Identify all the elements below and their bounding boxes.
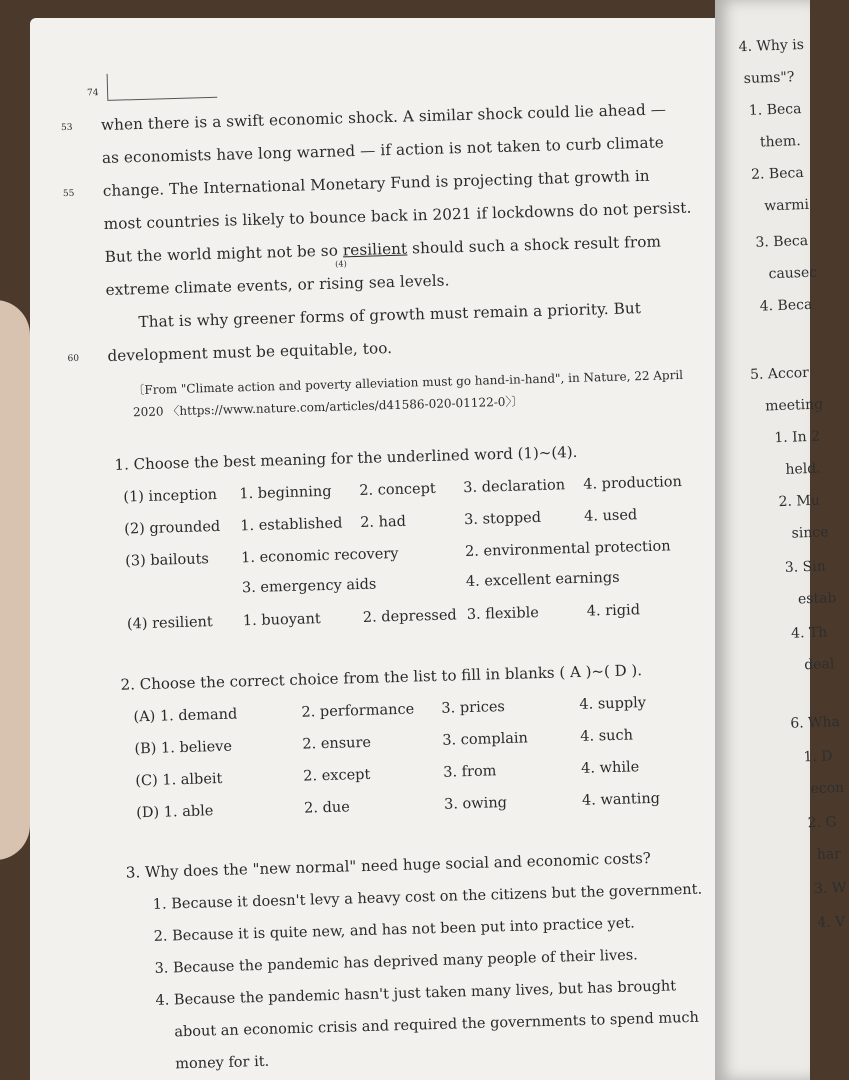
- q1-item-label: (3) bailouts: [124, 551, 210, 570]
- facing-line: 4. Th: [790, 624, 828, 642]
- q1-option: 3. flexible: [466, 605, 540, 624]
- q2-option: 4. supply: [579, 695, 647, 713]
- facing-line: 2. Mu: [778, 492, 820, 511]
- facing-line: them.: [759, 133, 801, 151]
- line-number: 60: [67, 353, 80, 365]
- q2-option: 2. due: [303, 799, 351, 817]
- q3-option-continuation: money for it.: [175, 1053, 270, 1073]
- q2-option: 4. wanting: [581, 790, 661, 809]
- question-3-prompt: 3. Why does the "new normal" need huge social and economic costs?: [125, 848, 652, 882]
- passage-line: most countries is likely to bounce back in 2021 if lockdowns do not persist.: [103, 198, 692, 234]
- q1-option: 1. economic recovery: [240, 545, 399, 567]
- facing-line: deal: [803, 656, 835, 674]
- q1-option: 3. stopped: [463, 509, 542, 529]
- facing-line: 5. Accor: [749, 364, 810, 383]
- q1-option: 4. excellent earnings: [465, 569, 620, 591]
- q2-item-label: (C) 1. albeit: [135, 770, 223, 790]
- passage-line: when there is a swift economic shock. A similar shock could lie ahead —: [100, 100, 667, 135]
- facing-line: sums"?: [743, 69, 795, 88]
- facing-line: held.: [785, 460, 821, 478]
- facing-line: meeting: [764, 396, 824, 415]
- facing-line: 3. Beca: [755, 232, 809, 251]
- q2-option: 3. prices: [441, 699, 506, 717]
- question-1-prompt: 1. Choose the best meaning for the underlined word (1)~(4).: [114, 442, 578, 474]
- facing-line: 4. Why is: [738, 36, 805, 56]
- passage-line: change. The International Monetary Fund is projecting that growth in: [102, 166, 650, 201]
- q3-option: 4. Because the pandemic hasn't just taken many lives, but has brought: [155, 978, 677, 1009]
- q3-option: 3. Because the pandemic has deprived many people of their lives.: [154, 947, 639, 977]
- header-mark: [107, 74, 109, 100]
- facing-line: warmi: [763, 196, 810, 215]
- q2-option: 3. from: [443, 763, 497, 781]
- q2-option: 4. such: [580, 727, 634, 745]
- passage-text: But the world might not be so: [104, 241, 339, 267]
- citation-line: 2020 〈https://www.nature.com/articles/d41586-020-01122-0〉〕: [132, 394, 524, 420]
- underlined-text: resilient: [342, 239, 408, 260]
- page-content: [30, 0, 779, 1080]
- q3-option: 2. Because it is quite new, and has not been put into practice yet.: [153, 915, 635, 945]
- facing-page: [715, 0, 847, 1080]
- q2-item-label: (B) 1. believe: [134, 738, 233, 758]
- book-page: [30, 18, 750, 1080]
- facing-line: 6. Wha: [790, 714, 841, 732]
- q1-item-label: (2) grounded: [124, 518, 221, 538]
- facing-line: 2. G: [807, 814, 838, 832]
- q1-option: 2. environmental protection: [464, 538, 671, 561]
- page-number: 74: [86, 88, 99, 99]
- q2-option: 3. complain: [442, 730, 529, 749]
- q2-option: 3. owing: [443, 794, 508, 813]
- passage-text: should such a shock result from: [411, 232, 662, 258]
- passage-line: extreme climate events, or rising sea levels.: [105, 271, 450, 299]
- q2-option: 4. while: [580, 759, 640, 777]
- facing-line: estab: [797, 590, 837, 608]
- facing-line: har: [816, 846, 842, 863]
- q1-option: 3. declaration: [463, 477, 566, 497]
- line-number: 53: [60, 122, 73, 134]
- facing-line: 4. V: [816, 914, 846, 931]
- question-2-prompt: 2. Choose the correct choice from the list to fill in blanks ( A )~( D ).: [120, 661, 643, 694]
- q1-option: 2. depressed: [362, 607, 457, 626]
- q1-option: 2. had: [360, 513, 407, 531]
- passage-line: development must be equitable, too.: [107, 339, 393, 365]
- header-rule: [107, 97, 217, 101]
- q2-item-label: (D) 1. able: [136, 803, 214, 822]
- facing-line: 1. In 2: [774, 428, 821, 447]
- q1-item-label: (4) resilient: [126, 614, 213, 633]
- facing-line: causec: [768, 264, 818, 283]
- facing-line: since: [791, 524, 829, 542]
- q1-option: 4. production: [583, 473, 683, 493]
- underlined-word-4: [335, 239, 408, 269]
- q2-option: 2. ensure: [302, 734, 372, 753]
- q1-option: 4. used: [583, 507, 638, 525]
- facing-line: 1. D: [803, 748, 833, 766]
- q2-option: 2. performance: [301, 701, 415, 721]
- q1-option: 1. buoyant: [242, 611, 321, 630]
- q1-option: 3. emergency aids: [241, 576, 377, 597]
- passage-line: [104, 232, 662, 269]
- citation-line: 〔From "Climate action and poverty alleviation must go hand-in-hand", in Nature, 22 April: [132, 367, 684, 398]
- facing-line: 1. Beca: [748, 101, 802, 119]
- facing-line: econ: [810, 779, 845, 798]
- q1-option: 4. rigid: [586, 602, 641, 620]
- q1-option: 1. beginning: [239, 483, 332, 503]
- thumb: [0, 300, 30, 860]
- facing-line: 4. Beca: [759, 296, 813, 315]
- facing-line: 3. W: [813, 879, 847, 898]
- facing-line: 3. Sin: [784, 558, 827, 576]
- q1-item-label: (1) inception: [123, 486, 218, 506]
- q3-option: 1. Because it doesn't levy a heavy cost on the citizens but the government.: [152, 881, 703, 913]
- q1-option: 1. established: [240, 515, 343, 535]
- q3-option-continuation: about an economic crisis and required the governments to spend much: [174, 1009, 700, 1041]
- passage-line: as economists have long warned — if action is not taken to curb climate: [101, 133, 665, 168]
- q2-option: 2. except: [303, 766, 371, 785]
- line-number: 55: [62, 188, 75, 200]
- facing-line: 2. Beca: [750, 165, 804, 183]
- q1-option: 2. concept: [359, 480, 436, 499]
- passage-line: That is why greener forms of growth must remain a priority. But: [138, 299, 642, 332]
- q2-item-label: (A) 1. demand: [133, 706, 238, 726]
- blank-marker: (4): [335, 259, 348, 269]
